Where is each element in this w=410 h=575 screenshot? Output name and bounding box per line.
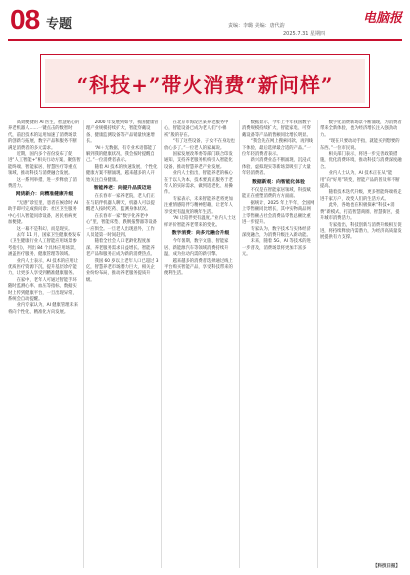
subheading: 数据新观：向智能化体验 [252, 179, 305, 185]
column-divider [83, 120, 84, 568]
paragraph: 高效便捷的 AI 医生、智慧贴心的养老机器人……一键点击的数智时代，前沿技术的运用加速了消费场景的创新与拓展，数字产品和服务不断满足消费者的多元需求。 [8, 120, 80, 151]
paragraph: 去年 11 月，国家卫生健康委发布《卫生健康行业人工智能应用场景参考指引》，列出 84 个具体应用场景，涵盖医疗服务、健康管理等领域。 [8, 232, 81, 258]
paragraph: 业内专家认为，AI 健康管理未来将向个性化、精准化方向发展。 [8, 303, 79, 315]
column-divider [239, 120, 240, 568]
paragraph: 这一幕不是科幻，而是现实。 [16, 226, 73, 232]
paragraph: 据统计，2025 年上半年，全国网上零售额同比增长，其中实物商品网上零售额占社会消费品零售总额比重进一步提升。 [242, 200, 315, 226]
subheading: 智能养老：向提升品质迈进 [93, 186, 152, 192]
paragraph: 随着全社会人口老龄化程度加深，养老服务需求日益增长。智能养老产品和服务正成为新的消费热点。 [86, 239, 155, 258]
column-divider [161, 120, 162, 568]
issue-date: 2025.7.31 星期四 [283, 31, 326, 37]
article-column-4 [242, 120, 315, 568]
paragraph: 随着 AI 技术的快速发展，个性化健康方案不断涌现，越来越多的人开始关注自身健康。 [86, 164, 158, 183]
header-rule [8, 39, 402, 41]
paragraph: 在长春市一家养老院，老人们正在与陪伴机器人聊天，机器人可以提醒老人按时吃药、监测身体状况。 [86, 194, 155, 213]
paragraph: 我国 60 岁以上老年人口已超过 3 亿，智慧养老市场潜力巨大，相关企业纷纷布局，推动养老服务提质升级。 [86, 258, 159, 283]
subheading: 网货新介：向精准健康升级 [15, 192, 74, 198]
paragraph: “有了这些设备，子女不在身边也放心多了。”一位老人的家属说。 [164, 139, 235, 151]
paragraph: 业内人士认为，AI 技术正在从“能用”向“好用”转变，智能产品的普及率不断提高。 [320, 171, 400, 190]
editor-credits: 责编：李璐 美编：唐代韵 [228, 23, 285, 29]
paragraph: 近期，国内多个省份发布了促进“人工智能+”相关行动方案，聚焦智能终端、智能家居、智慧医疗等重点领域，推动科技与消费融合发展。 [8, 152, 81, 177]
paragraph: 业内人士表示，AI 技术的应用让优质医疗资源下沉，提升基层诊疗能力，让更多人享受到精准健康服务。 [8, 258, 79, 277]
paragraph: 这一系列举措，进一步释放了消费活力。 [8, 177, 77, 190]
page-header [0, 0, 410, 44]
paragraph: 2000 年发展到如今，我国健康管理产业规模持续扩大，智能穿戴设备、健康监测设备等产品销量快速增长。 [86, 120, 159, 145]
paragraph: 专家指出，科技创新与消费升级相互促进，将持续释放内需潜力，为经济高质量发展提供有力支撑。 [320, 222, 402, 241]
article-column-5 [320, 120, 402, 568]
paragraph: 在家中，老年人可通过智能手环随时监测心率、血压等指标，数据实时上传到健康平台，一旦出现异常，系统会自动提醒。 [8, 277, 77, 302]
article-column-2 [86, 120, 159, 568]
newspaper-brand: 电脑报 [362, 11, 402, 26]
paragraph: “我会先在网上搜索同款，再到线下体验，最后选择最合适的产品。”一位年轻消费者表示。 [242, 139, 313, 158]
paragraph: 国家发展改革委等部门联合印发通知，支持养老服务机构引入智能化设备，推动智慧养老产业发展。 [164, 152, 233, 170]
subheading: 数字消费：向多元融合升级 [171, 230, 230, 236]
column-divider [317, 120, 318, 568]
paragraph: 数据显示，今年上半年我国数字消费规模持续扩大，智能家电、可穿戴设备等产品销售额同比增长明显。 [242, 120, 311, 138]
paragraph: 数字化消费新场景不断涌现，为消费者带来全新体验，也为经济增长注入强劲动力。 [320, 120, 402, 138]
paragraph: 专家表示，未来智能养老将更加注重情感陪伴与精神慰藉，让老年人享受更有温度的晚年生活。 [164, 196, 233, 215]
source-credit: 【科技日报】 [373, 564, 400, 569]
headline-box [40, 54, 370, 108]
page-number: 08 [10, 4, 40, 35]
paragraph: 此外，各地也在积极探索“科技+消费”新模式，打造智慧商圈、智慧街区，提升城市消费活力。 [320, 203, 400, 222]
section-title: 专题 [46, 17, 73, 32]
article-column-1 [8, 120, 81, 568]
paragraph: 在长春市一家“数字化养老中心”里，智能床垫、跌倒报警器等设备一应俱全。一旦老人出现意外，工作人员能第一时间赶到。 [86, 213, 157, 238]
paragraph: “现在只要动动手指，就能买到想要的东西。”一位市民说。 [320, 139, 400, 151]
paragraph: 业内人士指出，智能养老的核心在于以人为本，技术要真正服务于老年人的实际需求，做到适老化、易操作。 [164, 171, 233, 196]
paragraph: 今年暑期，数字文旅、智能家居、新能源汽车等领域消费持续升温，成为拉动内需的新引擎。 [164, 239, 229, 258]
paragraph: 越来越多的消费者选择通过线上平台购买智能产品，享受科技带来的便利生活。 [164, 258, 233, 277]
paragraph: 在北京市海淀区某养老服务中心，智能设备已成为老人们“小棉袄”般的存在。 [164, 120, 229, 138]
paragraph: 不仅是在智能家居领域，科技赋能正在重塑消费的方方面面。 [242, 188, 311, 200]
paragraph: “AI＋无数据，有专业术语都能了解到我的健康状况，我会按时提醒自己。”一位消费者表示。 [86, 145, 157, 164]
paragraph: 相关部门表示，将进一步完善政策措施，优化消费环境，推动科技与消费深度融合。 [320, 152, 402, 170]
paragraph: 新兴消费业态不断涌现，沉浸式体验、虚拟现实等新场景吸引了大量年轻消费者。 [242, 158, 311, 177]
paragraph: 未来，随着 5G、AI 等技术的进一步普及，消费场景将更加丰富多元。 [242, 239, 311, 258]
paragraph: 专家认为，数字技术与实体经济深度融合，为消费升级注入新动能。 [242, 226, 311, 238]
article-column-3 [164, 120, 237, 568]
paragraph: “AI 让陪伴更有温度。”业内人士这样评价智能养老带来的变化。 [164, 216, 236, 228]
paragraph: 随着技术迭代升级，更多智能终端将走进千家万户，改变人们的生活方式。 [320, 190, 402, 202]
headline: “科技+”带火消费“新问样” [76, 73, 334, 97]
paragraph: “无感”诊室里，患者在候诊时 AI 助手即可完成预问诊；社区卫生服务中心引入智能问诊设备，居民看病更加便捷。 [8, 200, 79, 226]
